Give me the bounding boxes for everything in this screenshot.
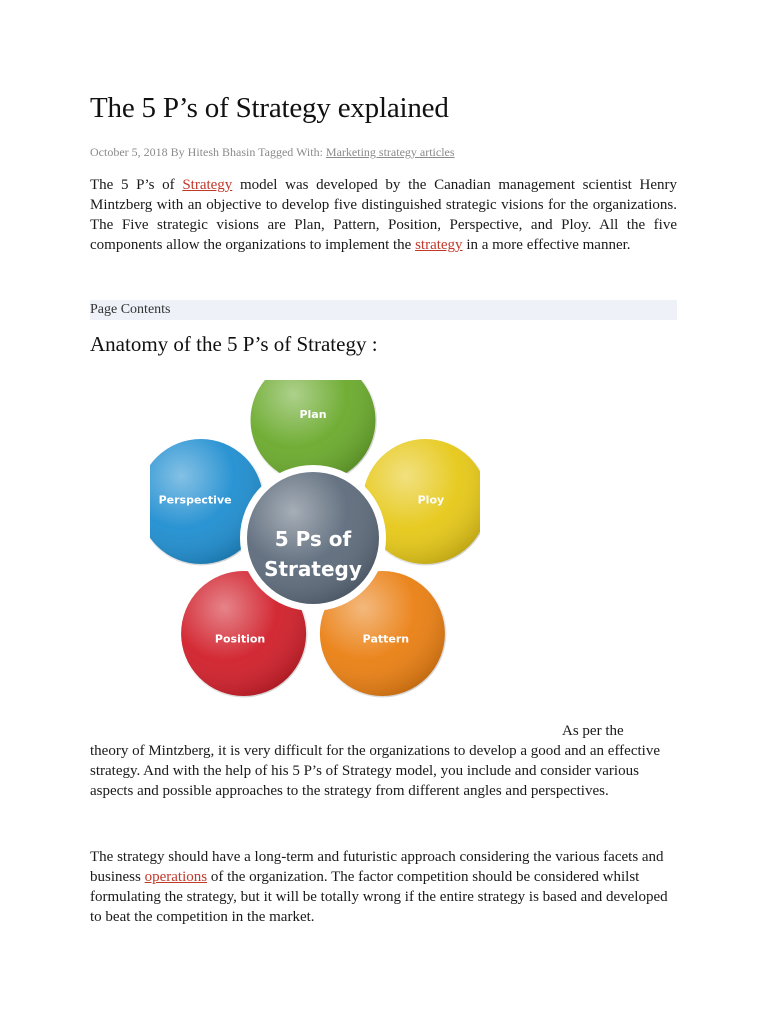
page-contents-toggle[interactable]: Page Contents [90,300,677,320]
petal-label-plan: Plan [299,408,327,421]
intro-text-2: model was developed by the Canadian management scientist Henry Mintzberg with an objective to develop five distinguished strategic visions for the organizations. The Five strategic visions are Plan, Pattern, Position, Perspective, and Ploy. All the five components allow the organizations to implement the [90,177,677,253]
post-date: October 5, 2018 [90,145,168,159]
petal-label-perspective: Perspective [158,493,232,507]
strategy-link-2[interactable]: strategy [415,237,463,253]
center-label-line1: 5 Ps of [274,527,352,551]
paragraph-long-term [90,847,677,927]
operations-link[interactable]: operations [144,869,208,885]
para1-lead: As per the [562,723,624,739]
five-ps-diagram [150,380,480,710]
para2-text-2: of the organization. The factor competition should be considered whilst formulating the strategy, but it will be totally wrong if the entire strategy is based and developed to beat the competition in the market. [90,869,668,925]
petal-label-position: Position [214,632,266,646]
para2-text-1: The strategy should have a long-term and futuristic approach considering the various facets and business [90,849,664,885]
article-title: The 5 P’s of Strategy explained [90,92,449,124]
center-label-line2: Strategy [264,557,362,581]
author-name: Hitesh Bhasin [187,145,256,159]
tagged-with-label: Tagged With: [258,145,323,159]
strategy-link[interactable]: Strategy [182,177,233,193]
five-ps-diagram-svg [150,380,480,710]
paragraph-mintzberg [90,721,677,801]
petal-label-ploy: Ploy [417,493,445,507]
para1-text: theory of Mintzberg, it is very difficult for the organizations to develop a good and an effective strategy. And with the help of his 5 P’s of Strategy model, you include and consider various aspects and possible approaches to the strategy from different angles and perspectives. [90,743,660,799]
by-label: By [170,145,185,159]
article-meta [90,145,455,160]
petal-label-pattern: Pattern [362,632,410,646]
intro-text-3: in a more effective manner. [462,237,631,253]
intro-text-1: The 5 P’s of [90,177,183,193]
tag-link[interactable]: Marketing strategy articles [325,145,455,159]
intro-paragraph [90,175,677,255]
section-heading: Anatomy of the 5 P’s of Strategy : [90,332,378,356]
